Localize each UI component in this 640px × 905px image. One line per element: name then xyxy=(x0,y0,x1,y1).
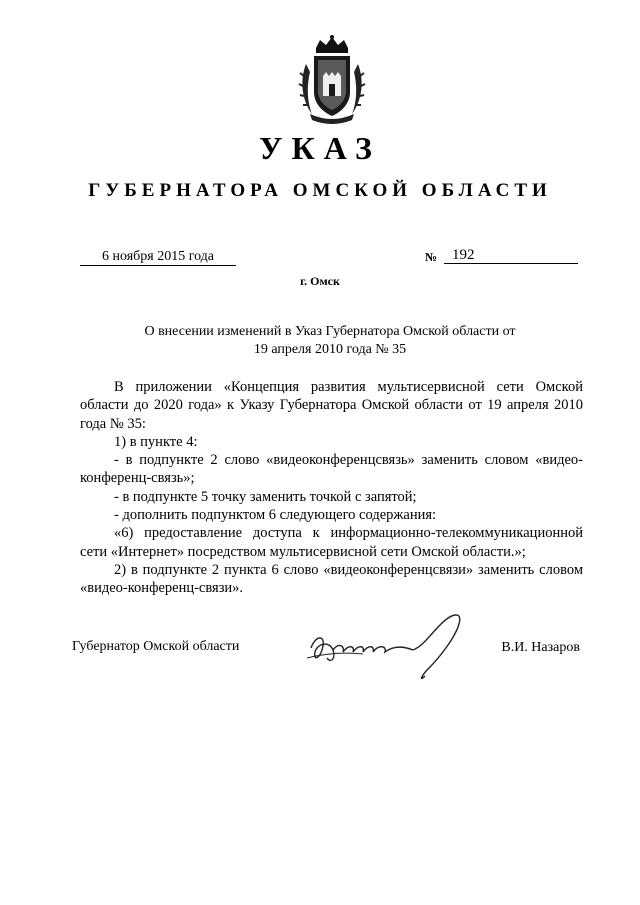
decree-number: 192 xyxy=(444,247,578,264)
document-title: УКАЗ xyxy=(259,130,381,166)
body-paragraph: «6) предоставление доступа к информационно-телекоммуникационной сети «Интернет» посредством мультисервисной сети Омской области.»; xyxy=(80,525,583,560)
decree-date: 6 ноября 2015 года xyxy=(80,248,236,266)
body-paragraph: 2) в подпункте 2 пункта 6 слово «видеоконференцсвязи» заменить словом «видео-конференц-связи». xyxy=(80,561,583,597)
body-paragraph: - дополнить подпунктом 6 следующего содержания: xyxy=(114,507,437,524)
decree-body xyxy=(80,378,583,598)
subject-line-2: 19 апреля 2010 года № 35 xyxy=(253,342,407,357)
signer-name: В.И. Назаров xyxy=(501,640,580,655)
decree-subject xyxy=(80,323,580,359)
body-paragraph: 1) в пункте 4: xyxy=(114,433,198,450)
body-paragraph: - в подпункте 5 точку заменить точкой с запятой; xyxy=(114,488,417,505)
subject-line-1: О внесении изменений в Указ Губернатора Омской области от xyxy=(144,324,516,339)
handwritten-signature-icon xyxy=(303,606,473,686)
body-paragraph: - в подпункте 2 слово «видеоконференцсвязь» заменить словом «видео-конференц-связь»; xyxy=(80,452,583,487)
document-subtitle: ГУБЕРНАТОРА ОМСКОЙ ОБЛАСТИ xyxy=(88,180,552,201)
body-paragraph: В приложении «Концепция развития мультисервисной сети Омской области до 2020 года» к Указу Губернатора Омской области от 19 апреля 2010 года № 35: xyxy=(80,379,583,432)
signer-position: Губернатор Омской области xyxy=(72,639,240,654)
city-label: г. Омск xyxy=(300,274,340,288)
omsk-coat-of-arms-icon xyxy=(296,34,368,124)
number-sign: № xyxy=(425,250,438,264)
